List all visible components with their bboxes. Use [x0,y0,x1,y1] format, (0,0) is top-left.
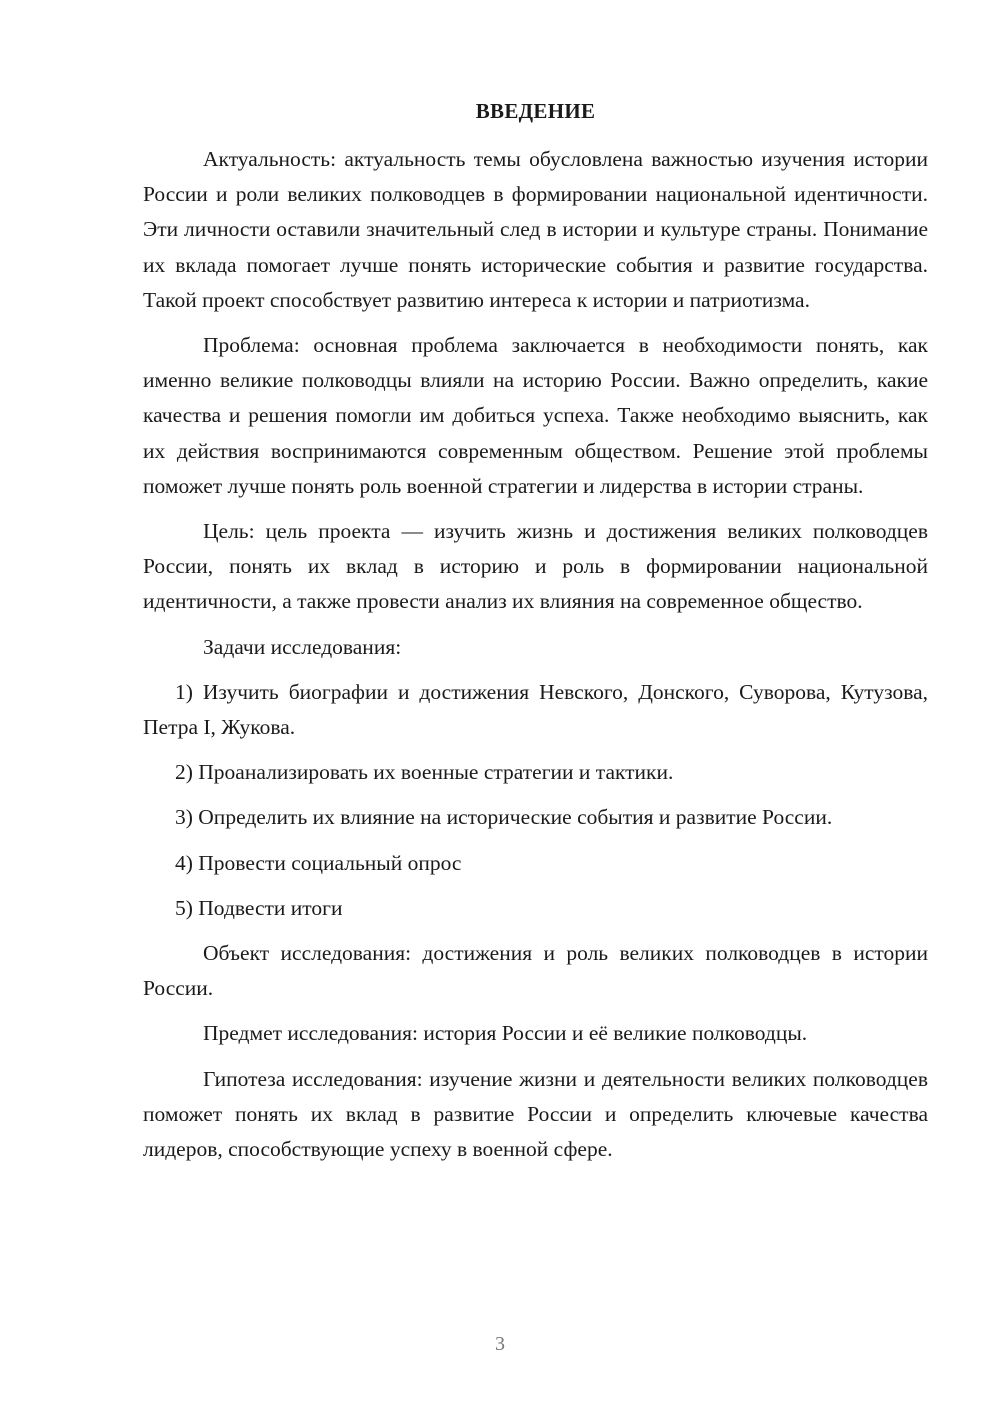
task-item: 5) Подвести итоги [175,895,343,920]
paragraph-tasks-heading: Задачи исследования: [203,634,402,659]
paragraph-goal: Цель: цель проекта — изучить жизнь и достижения великих полководцев России, понять их вклад в историю и роль в формировании национальной идентичности, а также провести анализ их влияния на современное общество. [143,519,928,614]
paragraph-problem: Проблема: основная проблема заключается в необходимости понять, как именно великие полководцы влияли на историю России. Важно определить, какие качества и решения помогли им добиться успеха. Также необходимо выяснить, как их действия воспринимаются современным обществом. Решение этой проблемы поможет лучше понять роль военной стратегии и лидерства в истории страны. [143,333,928,498]
paragraph-relevance: Актуальность: актуальность темы обусловлена важностью изучения истории России и роли великих полководцев в формировании национальной идентичности. Эти личности оставили значительный след в истории и культуре страны. Понимание их вклада помогает лучше понять исторические события и развитие государства. Такой проект способствует развитию интереса к истории и патриотизма. [143,147,928,312]
document-body [143,142,928,1177]
section-title: ВВЕДЕНИЕ [475,99,596,123]
task-item: 4) Провести социальный опрос [175,850,462,875]
paragraph-object: Объект исследования: достижения и роль великих полководцев в истории России. [143,941,928,1001]
task-item: 3) Определить их влияние на исторические события и развитие России. [175,805,833,830]
paragraph-hypothesis: Гипотеза исследования: изучение жизни и деятельности великих полководцев поможет понять их вклад в развитие России и определить ключевые качества лидеров, способствующие успеху в военной сфере. [143,1066,928,1162]
paragraph-subject: Предмет исследования: история России и её великие полководцы. [203,1021,808,1046]
task-item: 2) Проанализировать их военные стратегии и тактики. [175,760,674,785]
task-item: 1) Изучить биографии и достижения Невского, Донского, Суворова, Кутузова, Петра I, Жукова. [143,679,928,740]
page-number: 3 [495,1333,505,1355]
